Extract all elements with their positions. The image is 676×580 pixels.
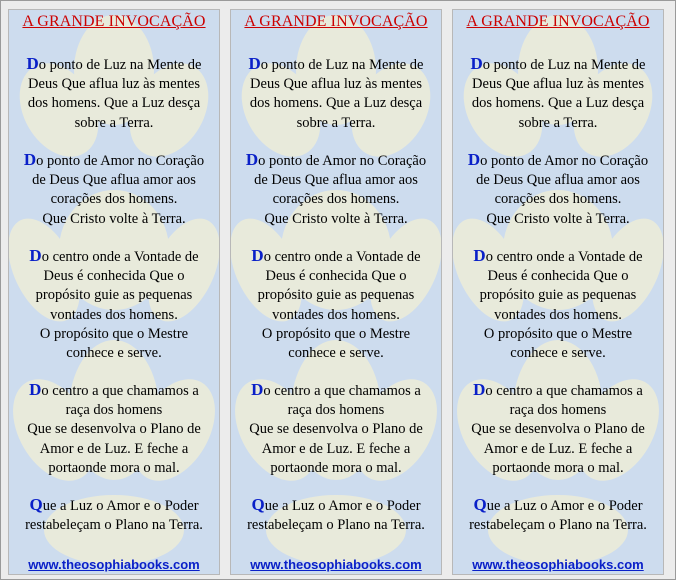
initial-cap: Q [29,495,43,514]
initial-cap: D [26,54,39,73]
stanza-humanity: Do centro a que chamamos a raça dos homens Que se desenvolva o Plano de Amor e de Luz. E feche a portaonde mora o mal. [471,380,645,476]
initial-cap: D [470,54,483,73]
stanza-humanity: Do centro a que chamamos a raça dos homens Que se desenvolva o Plano de Amor e de Luz. E feche a portaonde mora o mal. [27,380,201,476]
invocation-title: A GRANDE INVOCAÇÃO [466,13,650,30]
stanza-light: Do ponto de Luz na Mente de Deus Que aflua luz às mentes dos homens. Que a Luz desça sobre a Terra. [248,54,424,131]
initial-cap: D [251,246,264,265]
website-link[interactable]: www.theosophiabooks.com [250,557,422,572]
initial-cap: D [29,380,42,399]
initial-cap: D [473,380,486,399]
stanza-humanity: Do centro a que chamamos a raça dos homens Que se desenvolva o Plano de Amor e de Luz. E feche a portaonde mora o mal. [249,380,423,476]
invocation-title: A GRANDE INVOCAÇÃO [244,13,428,30]
stanza-will: Do centro onde a Vontade de Deus é conhecida Que o propósito guie as pequenas vontades dos homens. O propósito que o Mestre conhece e serve. [251,246,421,362]
website-link[interactable]: www.theosophiabooks.com [28,557,200,572]
stanza-love: Do ponto de Amor no Coração de Deus Que aflua amor aos corações dos homens. Que Cristo volte à Terra. [467,150,649,227]
invocation-card [452,9,664,575]
stanza-will: Do centro onde a Vontade de Deus é conhecida Que o propósito guie as pequenas vontades dos homens. O propósito que o Mestre conhece e serve. [473,246,643,362]
initial-cap: D [245,150,259,169]
initial-cap: D [467,150,481,169]
invocation-card [8,9,220,575]
invocation-title: A GRANDE INVOCAÇÃO [22,13,206,30]
stanza-will: Do centro onde a Vontade de Deus é conhecida Que o propósito guie as pequenas vontades dos homens. O propósito que o Mestre conhece e serve. [29,246,199,362]
initial-cap: D [251,380,264,399]
initial-cap: D [23,150,37,169]
stanza-love: Do ponto de Amor no Coração de Deus Que aflua amor aos corações dos homens. Que Cristo volte à Terra. [23,150,205,227]
stanza-restore: Que a Luz o Amor e o Poder restabeleçam o Plano na Terra. [25,495,203,534]
initial-cap: D [248,54,261,73]
stanza-love: Do ponto de Amor no Coração de Deus Que aflua amor aos corações dos homens. Que Cristo volte à Terra. [245,150,427,227]
stanza-light: Do ponto de Luz na Mente de Deus Que aflua luz às mentes dos homens. Que a Luz desça sobre a Terra. [26,54,202,131]
initial-cap: D [473,246,486,265]
initial-cap: Q [251,495,265,514]
website-link[interactable]: www.theosophiabooks.com [472,557,644,572]
invocation-card [230,9,442,575]
stanza-restore: Que a Luz o Amor e o Poder restabeleçam o Plano na Terra. [469,495,647,534]
initial-cap: D [29,246,42,265]
initial-cap: Q [473,495,487,514]
stanza-light: Do ponto de Luz na Mente de Deus Que aflua luz às mentes dos homens. Que a Luz desça sobre a Terra. [470,54,646,131]
stanza-restore: Que a Luz o Amor e o Poder restabeleçam o Plano na Terra. [247,495,425,534]
